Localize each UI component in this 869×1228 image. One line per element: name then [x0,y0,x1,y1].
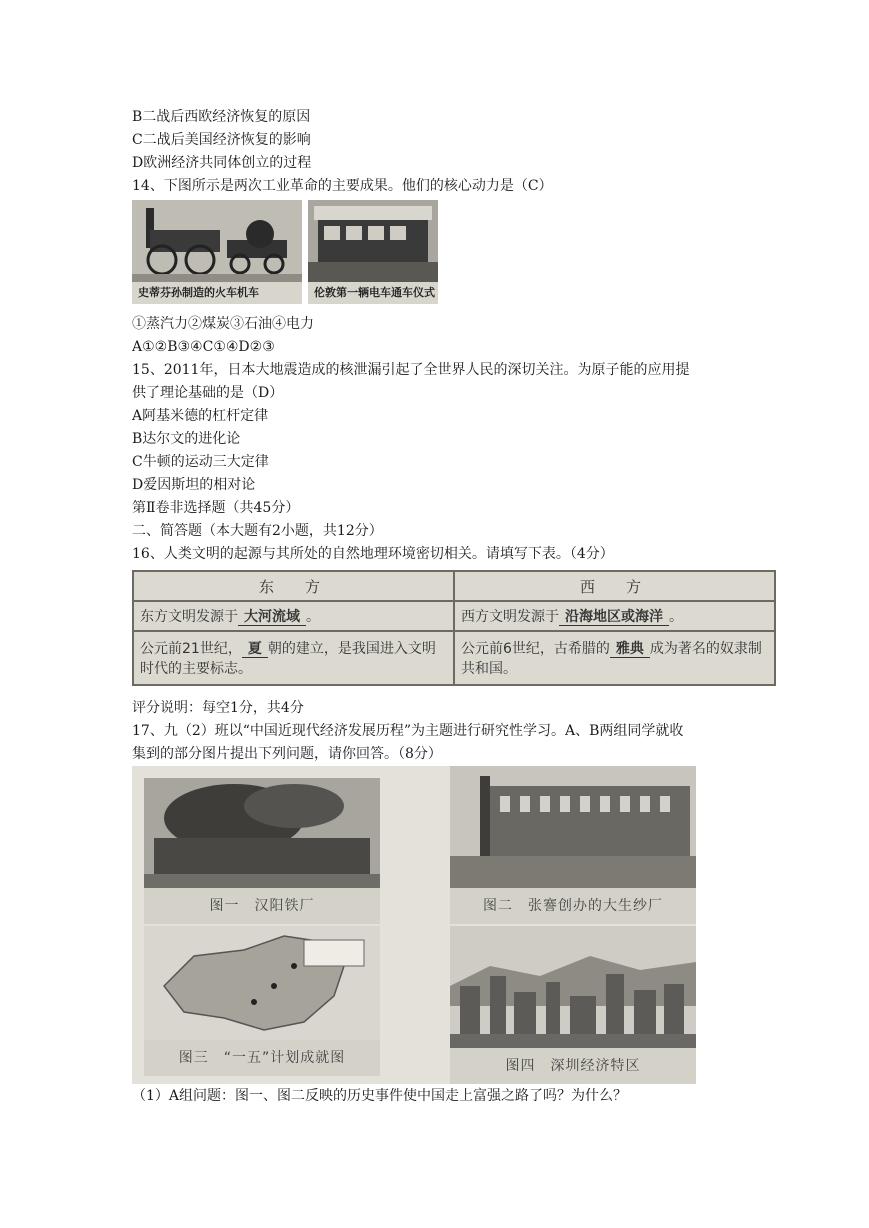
figure-1-caption: 图一 汉阳铁厂 [144,888,380,924]
economic-history-collage [132,766,696,1084]
east-row1-suffix: 。 [306,609,320,626]
locomotive-drawing [132,200,302,282]
east-row2-suffix: 朝的建立，是我国进入文明时代的主要标志。 [140,641,436,678]
west-row1-prefix: 西方文明发源于 [461,609,559,626]
option-d-line: D欧洲经济共同体创立的过程 [132,155,312,171]
west-row1-answer: 沿海地区或海洋 [559,609,669,626]
east-row2 [133,631,454,685]
question-16: 16、人类文明的起源与其所处的自然地理环境密切相关。请填写下表。（4分） [132,546,614,562]
civilization-table [132,570,776,686]
east-row1-prefix: 东方文明发源于 [140,609,238,626]
west-row2-answer: 雅典 [610,641,650,658]
option-b-line: B二战后西欧经济恢复的原因 [132,109,311,125]
q15-option-c: C牛顿的运动三大定律 [132,454,269,470]
question-17-part-1: （1）A组问题：图一、图二反映的历史事件使中国走上富强之路了吗？为什么？ [132,1088,628,1104]
option-c-line: C二战后美国经济恢复的影响 [132,132,311,148]
question-14-options: A①②B③④C①④D②③ [132,339,275,355]
q15-option-d: D爱因斯坦的相对论 [132,477,256,493]
west-row2-prefix: 公元前6世纪，古希腊的 [461,641,610,658]
east-header: 东 方 [133,571,454,601]
china-map-drawing [144,926,380,1040]
figure-1-photo [144,778,380,924]
question-14: 14、下图所示是两次工业革命的主要成果。他们的核心动力是（C） [132,178,553,194]
question-14-items: ①蒸汽力②煤炭③石油④电力 [132,316,314,332]
tram-caption: 伦敦第一辆电车通车仪式 [308,282,438,304]
section-two-heading: 二、简答题（本大题有2小题，共12分） [132,523,383,539]
shenzhen-skyline-drawing [450,926,696,1048]
q15-option-b: B达尔文的进化论 [132,431,241,447]
question-17-line1: 17、九（2）班以“中国近现代经济发展历程”为主题进行研究性学习。A、B两组同学就收 [132,723,684,739]
question-15-line1: 15、2011年，日本大地震造成的核泄漏引起了全世界人民的深切关注。为原子能的应用提 [132,362,690,378]
west-row2-suffix: 成为著名的奴隶制共和国。 [461,641,762,678]
mill-drawing [450,766,696,888]
tram-drawing [308,200,438,282]
score-note: 评分说明：每空1分，共4分 [132,700,304,716]
east-row2-answer: 夏 [242,641,268,658]
figure-4-caption: 图四 深圳经济特区 [450,1048,696,1084]
east-row2-prefix: 公元前21世纪， [140,641,242,658]
figure-4-photo [450,926,696,1084]
east-row1 [133,601,454,631]
q15-option-a: A阿基米德的杠杆定律 [132,408,269,424]
train-caption: 史蒂芬孙制造的火车机车 [132,282,302,304]
figure-2-caption: 图二 张謇创办的大生纱厂 [450,888,696,924]
question-17-line2: 集到的部分图片提出下列问题，请你回答。（8分） [132,746,442,762]
west-row1-suffix: 。 [669,609,683,626]
steam-locomotive-photo [132,200,302,304]
west-row1 [454,601,775,631]
part-two-heading: 第Ⅱ卷非选择题（共45分） [132,500,300,516]
east-row1-answer: 大河流域 [238,609,306,626]
figure-2-photo [450,766,696,924]
question-15-line2: 供了理论基础的是（D） [132,385,284,401]
ironworks-drawing [144,778,380,888]
electric-tram-photo [308,200,438,304]
figure-3-caption: 图三 “一五”计划成就图 [144,1040,380,1076]
west-header: 西 方 [454,571,775,601]
west-row2 [454,631,775,685]
figure-3-map [144,926,380,1076]
